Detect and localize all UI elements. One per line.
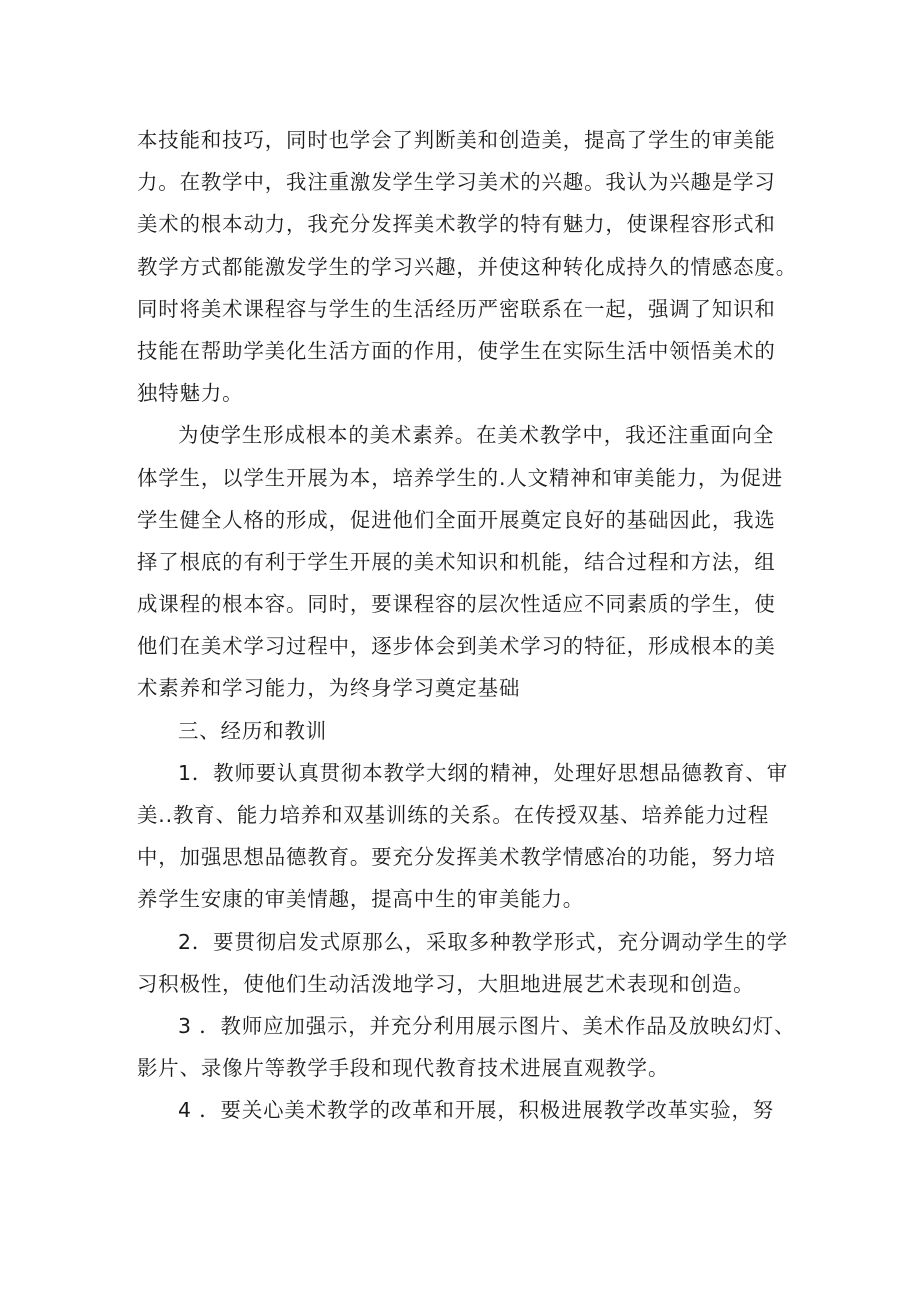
list-item-1: [137, 752, 789, 921]
text-line: 1．教师要认真贯彻本教学大纲的精神，处理好思想品德教育、审: [178, 760, 789, 785]
list-item-3: [137, 1005, 796, 1089]
text-line: 术素养和学习能力，为终身学习奠定基础: [137, 676, 521, 701]
text-line: 学生健全人格的形成，促进他们全面开展奠定良好的基础因此，我选: [137, 507, 776, 532]
text-line: 同时将美术课程容与学生的生活经历严密联系在一起，强调了知识和: [137, 296, 776, 321]
section-heading-experience: [137, 710, 789, 752]
paragraph-interest-motivation: [137, 119, 798, 414]
text-line: 择了根底的有利于学生开展的美术知识和机能，结合过程和方法，组: [137, 549, 776, 574]
text-line: 美..教育、能力培养和双基训练的关系。在传授双基、培养能力过程: [137, 803, 770, 827]
text-line: 力。在教学中，我注重激发学生学习美术的兴趣。我认为兴趣是学习: [137, 170, 776, 195]
text-line: 习积极性，使他们生动活泼地学习，大胆地进展艺术表现和创造。: [137, 971, 755, 996]
text-line: 教学方式都能激发学生的学习兴趣，并使这种转化成持久的情感态度。: [137, 254, 798, 279]
text-line: 体学生，以学生开展为本，培养学生的.人文精神和审美能力，为促进: [137, 465, 784, 490]
list-item-4: [137, 1089, 789, 1131]
text-line: 独特魅力。: [137, 381, 244, 406]
section-heading: 三、经历和教训: [178, 718, 328, 743]
list-item-2: [137, 921, 789, 1005]
text-line: 养学生安康的审美情趣，提高中生的审美能力。: [137, 887, 585, 912]
text-line: 技能在帮助学美化生活方面的作用，使学生在实际生活中领悟美术的: [137, 338, 776, 363]
text-line: 成课程的根本容。同时，要课程容的层次性适应不同素质的学生，使: [137, 592, 776, 617]
text-line: 2．要贯彻启发式原那么，采取多种教学形式，充分调动学生的学: [178, 929, 789, 954]
text-line: 中，加强思想品德教育。要充分发挥美术教学情感冶的功能，努力培: [137, 845, 776, 870]
text-line: 美术的根本动力，我充分发挥美术教学的特有魅力，使课程容形式和: [137, 212, 776, 237]
text-line: 为使学生形成根本的美术素养。在美术教学中，我还注重面向全: [178, 423, 775, 448]
text-line: 本技能和技巧，同时也学会了判断美和创造美，提高了学生的审美能: [137, 128, 776, 152]
text-line: 影片、录像片等教学手段和现代教育技术进展直观教学。: [137, 1056, 670, 1081]
text-line: 3 ．教师应加强示，并充分利用展示图片、美术作品及放映幻灯、: [178, 1013, 796, 1038]
text-line: 他们在美术学习过程中，逐步体会到美术学习的特征，形成根本的美: [137, 634, 776, 659]
text-line: 4 ．要关心美术教学的改革和开展，积极进展教学改革实验，努: [178, 1098, 775, 1123]
document-body: [137, 119, 798, 1132]
paragraph-art-literacy: [137, 414, 789, 709]
